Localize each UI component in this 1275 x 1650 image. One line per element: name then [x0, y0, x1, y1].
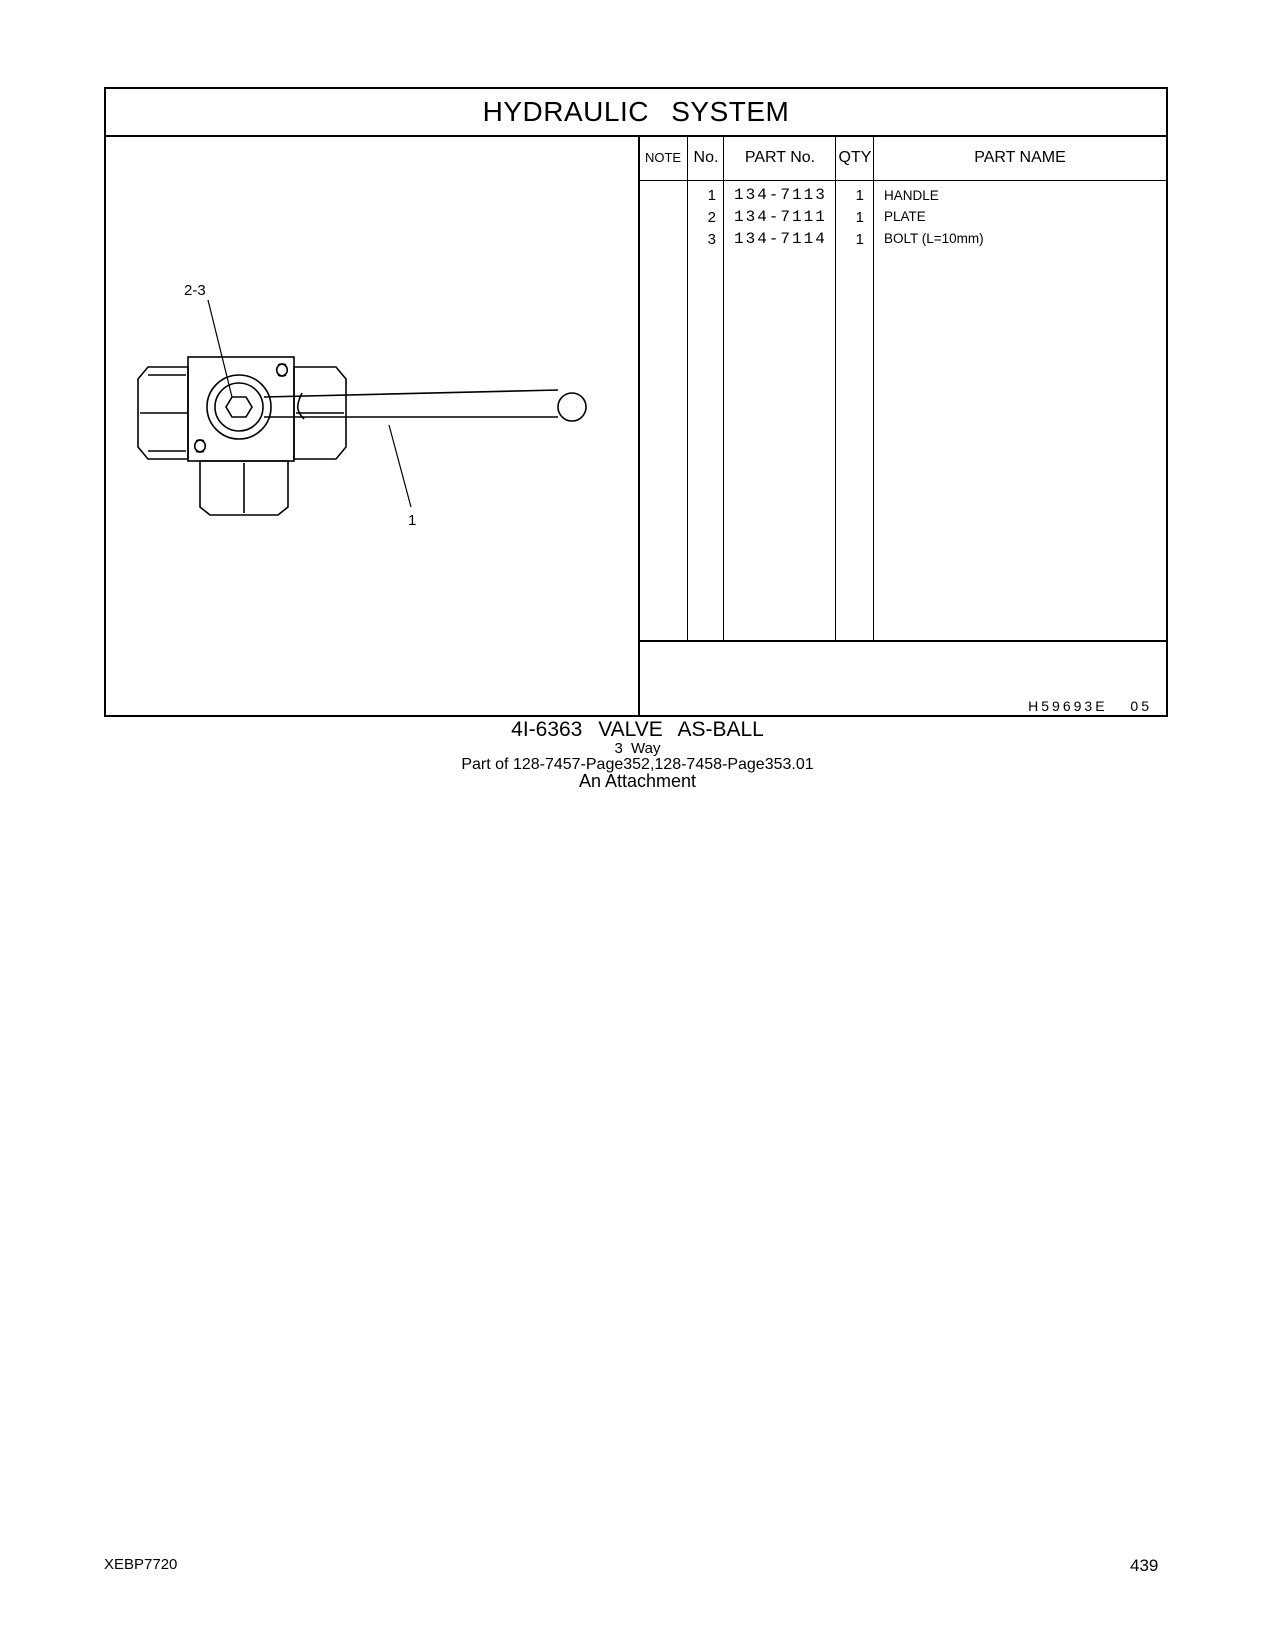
plate-circle [207, 375, 271, 439]
row-1-qty: 1 [855, 187, 864, 204]
assembly-reference: Part of 128-7457-Page352,128-7458-Page353.01 [461, 756, 814, 773]
assembly-subtitle: 3 Way [614, 740, 661, 757]
row-2-part-name: PLATE [884, 209, 926, 224]
page-number: 439 [1130, 1556, 1159, 1575]
row-2-no: 2 [707, 209, 716, 226]
table-bottom-divider [638, 640, 1166, 642]
row-3-qty: 1 [855, 231, 864, 248]
parts-illustration [106, 135, 640, 715]
assembly-type: An Attachment [578, 771, 697, 791]
header-part-no: PART No. [744, 149, 816, 166]
row-3-no: 3 [707, 231, 716, 248]
title-bar [106, 89, 1166, 137]
callout-1: 1 [408, 512, 417, 529]
row-1-part-name: HANDLE [884, 188, 939, 203]
header-part-name: PART NAME [974, 149, 1066, 166]
header-divider [638, 180, 1166, 181]
row-3-part-name: BOLT (L=10mm) [884, 231, 984, 246]
header-no: No. [693, 149, 719, 166]
row-2-qty: 1 [855, 209, 864, 226]
row-1-part-no: 134-7113 [734, 186, 827, 204]
col-note [638, 135, 688, 641]
header-qty: QTY [838, 149, 872, 166]
bolt-hex [226, 397, 252, 417]
row-2-part-no: 134-7111 [734, 208, 827, 226]
row-1-no: 1 [707, 187, 716, 204]
assembly-title: 4I-6363 VALVE AS-BALL [511, 718, 764, 741]
header-note: NOTE [644, 150, 682, 165]
drawing-code: H59693E 05 [1028, 698, 1152, 714]
valve-drawing [106, 135, 636, 715]
handle-knob [558, 393, 586, 421]
parts-frame [104, 87, 1168, 717]
page-title: HYDRAULIC SYSTEM [482, 96, 790, 127]
row-3-part-no: 134-7114 [734, 230, 827, 248]
callout-2-3: 2-3 [184, 282, 206, 299]
document-id: XEBP7720 [104, 1556, 178, 1573]
parts-table [638, 135, 1166, 715]
